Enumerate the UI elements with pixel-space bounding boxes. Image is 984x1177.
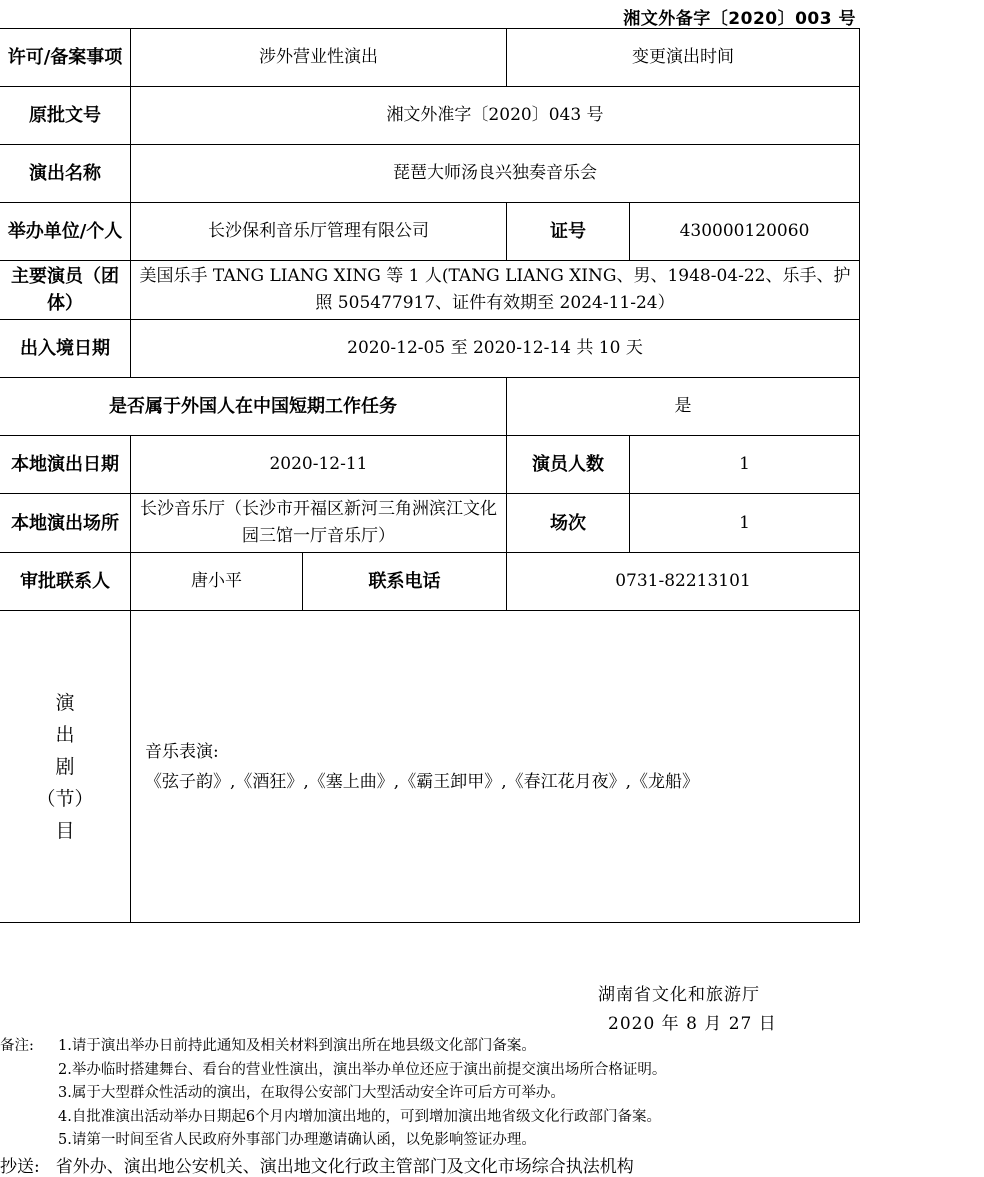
notes-section (0, 1035, 666, 1153)
performers-label: 主要演员（团体） (0, 261, 131, 320)
note-item: 3.属于大型群众性活动的演出，在取得公安部门大型活动安全许可后方可举办。 (58, 1085, 565, 1101)
contact-label: 审批联系人 (0, 553, 131, 611)
note-item: 1.请于演出举办日前持此通知及相关材料到演出所在地县级文化部门备案。 (58, 1038, 536, 1054)
issue-date: 2020 年 8 月 27 日 (608, 1014, 777, 1034)
program-content (131, 611, 860, 923)
entry-exit-label: 出入境日期 (0, 320, 131, 378)
program-label-char: 出 (55, 723, 75, 746)
program-line-2: 《弦子韵》,《酒狂》,《塞上曲》,《霸王卸甲》,《春江花月夜》,《龙船》 (145, 771, 700, 792)
performer-count-value: 1 (630, 436, 860, 494)
license-table (0, 28, 860, 923)
entry-exit-value: 2020-12-05 至 2020-12-14 共 10 天 (131, 320, 860, 378)
local-date-value: 2020-12-11 (131, 436, 507, 494)
sessions-label: 场次 (507, 494, 630, 553)
short-term-value: 是 (507, 378, 860, 436)
original-doc-label: 原批文号 (0, 87, 131, 145)
performers-value: 美国乐手 TANG LIANG XING 等 1 人(TANG LIANG XING、男、1948-04-22、乐手、护照 505477917、证件有效期至 2024-11-24） (131, 261, 860, 320)
show-name-label: 演出名称 (0, 145, 131, 203)
program-line-1: 音乐表演: (145, 741, 219, 762)
cc-line (0, 1152, 634, 1177)
item-extra: 变更演出时间 (507, 28, 860, 87)
item-value: 涉外营业性演出 (131, 28, 507, 87)
issuer-name: 湖南省文化和旅游厅 (598, 985, 760, 1005)
notes-label: 备注: (0, 1038, 34, 1054)
organizer-label: 举办单位/个人 (0, 203, 131, 261)
original-doc-value: 湘文外准字〔2020〕043 号 (131, 87, 860, 145)
program-label-char: 目 (55, 819, 75, 842)
program-label-char: （节） (36, 787, 94, 810)
cert-value: 430000120060 (630, 203, 860, 261)
contact-name: 唐小平 (131, 553, 303, 611)
program-label-char: 剧 (55, 755, 75, 778)
cc-label: 抄送: (0, 1157, 40, 1177)
program-label-char: 演 (55, 691, 75, 714)
note-item: 5.请第一时间至省人民政府外事部门办理邀请确认函，以免影响签证办理。 (58, 1132, 536, 1148)
show-name-value: 琵琶大师汤良兴独奏音乐会 (131, 145, 860, 203)
item-label: 许可/备案事项 (0, 28, 131, 87)
note-item: 2.举办临时搭建舞台、看台的营业性演出，演出举办单位还应于演出前提交演出场所合格证明。 (58, 1061, 667, 1078)
sessions-value: 1 (630, 494, 860, 553)
cc-value: 省外办、演出地公安机关、演出地文化行政主管部门及文化市场综合执法机构 (55, 1157, 634, 1177)
organizer-value: 长沙保利音乐厅管理有限公司 (131, 203, 507, 261)
venue-label: 本地演出场所 (0, 494, 131, 553)
performer-count-label: 演员人数 (507, 436, 630, 494)
phone-value: 0731-82213101 (507, 553, 860, 611)
program-label (0, 611, 131, 923)
phone-label: 联系电话 (303, 553, 507, 611)
note-item: 4.自批准演出活动举办日期起6个月内增加演出地的，可到增加演出地省级文化行政部门备案。 (58, 1108, 662, 1125)
local-date-label: 本地演出日期 (0, 436, 131, 494)
document-number: 湘文外备字〔2020〕003 号 (623, 9, 856, 29)
cert-label: 证号 (507, 203, 630, 261)
venue-value: 长沙音乐厅（长沙市开福区新河三角洲滨江文化园三馆一厅音乐厅） (131, 494, 507, 553)
short-term-label: 是否属于外国人在中国短期工作任务 (0, 378, 507, 436)
